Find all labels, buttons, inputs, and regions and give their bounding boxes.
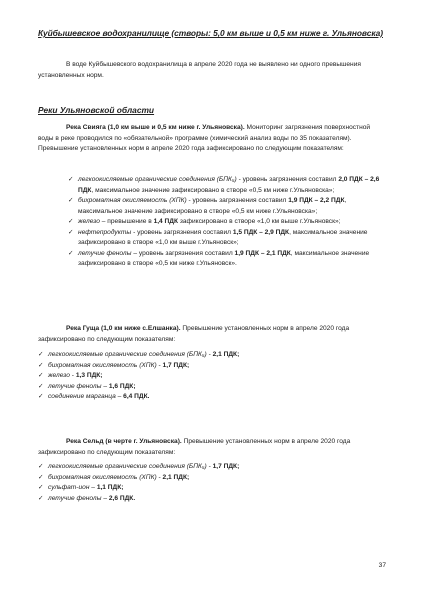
- checkmark-icon: ✓: [38, 372, 44, 379]
- list-item: ✓ железо - 1,3 ПДК;: [38, 371, 386, 382]
- river-name-seld: Река Сельд (в черте г. Ульяновска).: [66, 438, 182, 445]
- checkmark-icon: ✓: [38, 351, 44, 358]
- checkmark-icon: ✓: [68, 197, 74, 204]
- sviyaga-text: Мониторинг загрязнения поверхностной воды в реке проводился по «обязательной» программе (химический анализ воды по 35 показателям). Превышение установленных норм в апреле 2020 года зафиксировано по следующим показателям:: [38, 124, 371, 152]
- checkmark-icon: ✓: [68, 249, 74, 257]
- list-item: ✓ нефтепродукты - уровень загрязнения составил 1,5 ПДК – 2,9 ПДК, максимальное значение зафиксировано в створе «1,0 км выше г.Ульяновск»;: [68, 228, 368, 246]
- list-item: ✓ легкоокисляемые органические соединения (БПК₅) - 1,7 ПДК;: [38, 462, 386, 473]
- seld-text: Превышение установленных норм в апреле 2020 года зафиксировано по следующим показателям:: [38, 438, 351, 456]
- list-item: ✓ летучие фенолы – уровень загрязнения составил 1,9 ПДК – 2,1 ПДК, максимальное значение зафиксировано в створе «0,5 км ниже г.Ульяновск».: [68, 249, 370, 267]
- gushcha-text: Превышение установленных норм в апреле 2020 года зафиксировано по следующим показателям:: [38, 325, 350, 343]
- list-item: ✓ железо – превышение в 1,4 ПДК зафиксировано в створе «1,0 км выше г.Ульяновск»;: [68, 217, 386, 228]
- list-item: ✓ легкоокисляемые органические соединения (БПК₅) - уровень загрязнения составил 2,0 ПДК – 2,6 ПДК, максимальное значение зафиксировано в створе «0,5 км ниже г.Ульяновска»;: [68, 176, 380, 194]
- checkmark-icon: ✓: [68, 176, 74, 183]
- list-item: ✓ бихроматная окисляемость (ХПК) - 1,7 ПДК;: [38, 361, 386, 372]
- checkmark-icon: ✓: [38, 361, 44, 369]
- sviyaga-indicator-list: [68, 175, 386, 270]
- river-name-gushcha: Река Гуща (1,0 км ниже с.Елшанка).: [66, 325, 181, 332]
- seld-indicator-list: [38, 462, 386, 504]
- checkmark-icon: ✓: [68, 218, 74, 225]
- section-heading-reservoir: Куйбышевское водохранилище (створы: 5,0 км выше и 0,5 км ниже г. Ульяновска): [38, 28, 383, 38]
- list-item: ✓ соединение марганца – 6,4 ПДК.: [38, 392, 386, 403]
- checkmark-icon: ✓: [38, 463, 44, 470]
- checkmark-icon: ✓: [38, 484, 44, 491]
- list-item: ✓ легкоокисляемые органические соединения (БПК₅) - 2,1 ПДК;: [38, 350, 386, 361]
- checkmark-icon: ✓: [38, 382, 44, 390]
- checkmark-icon: ✓: [38, 494, 44, 502]
- checkmark-icon: ✓: [38, 393, 44, 400]
- reservoir-paragraph: В воде Куйбышевского водохранилища в апреле 2020 года не выявлено ни одного превышения установленных норм.: [38, 61, 361, 79]
- list-item: ✓ бихроматная окисляемость (ХПК) - 2,1 ПДК;: [38, 473, 386, 484]
- river-name-sviyaga: Река Свияга (1,0 км выше и 0,5 км ниже г. Ульяновска).: [66, 124, 245, 131]
- section-heading-rivers: Реки Ульяновской области: [38, 105, 155, 115]
- list-item: ✓ бихроматная окисляемость (ХПК) - уровень загрязнения составил 1,9 ПДК – 2,2 ПДК, максимальное значение зафиксировано в створе «0,5 км ниже г.Ульяновска»;: [68, 197, 347, 215]
- gushcha-paragraph: [38, 324, 386, 345]
- page-number: 37: [378, 562, 386, 569]
- seld-paragraph: [38, 437, 386, 458]
- gushcha-indicator-list: [38, 350, 386, 403]
- checkmark-icon: ✓: [68, 228, 74, 236]
- list-item: ✓ сульфат-ион – 1,1 ПДК;: [38, 483, 386, 494]
- list-item: ✓ летучие фенолы – 1,6 ПДК;: [38, 382, 386, 393]
- sviyaga-paragraph: [38, 123, 386, 155]
- checkmark-icon: ✓: [38, 473, 44, 481]
- list-item: ✓ летучие фенолы – 2,6 ПДК.: [38, 494, 386, 505]
